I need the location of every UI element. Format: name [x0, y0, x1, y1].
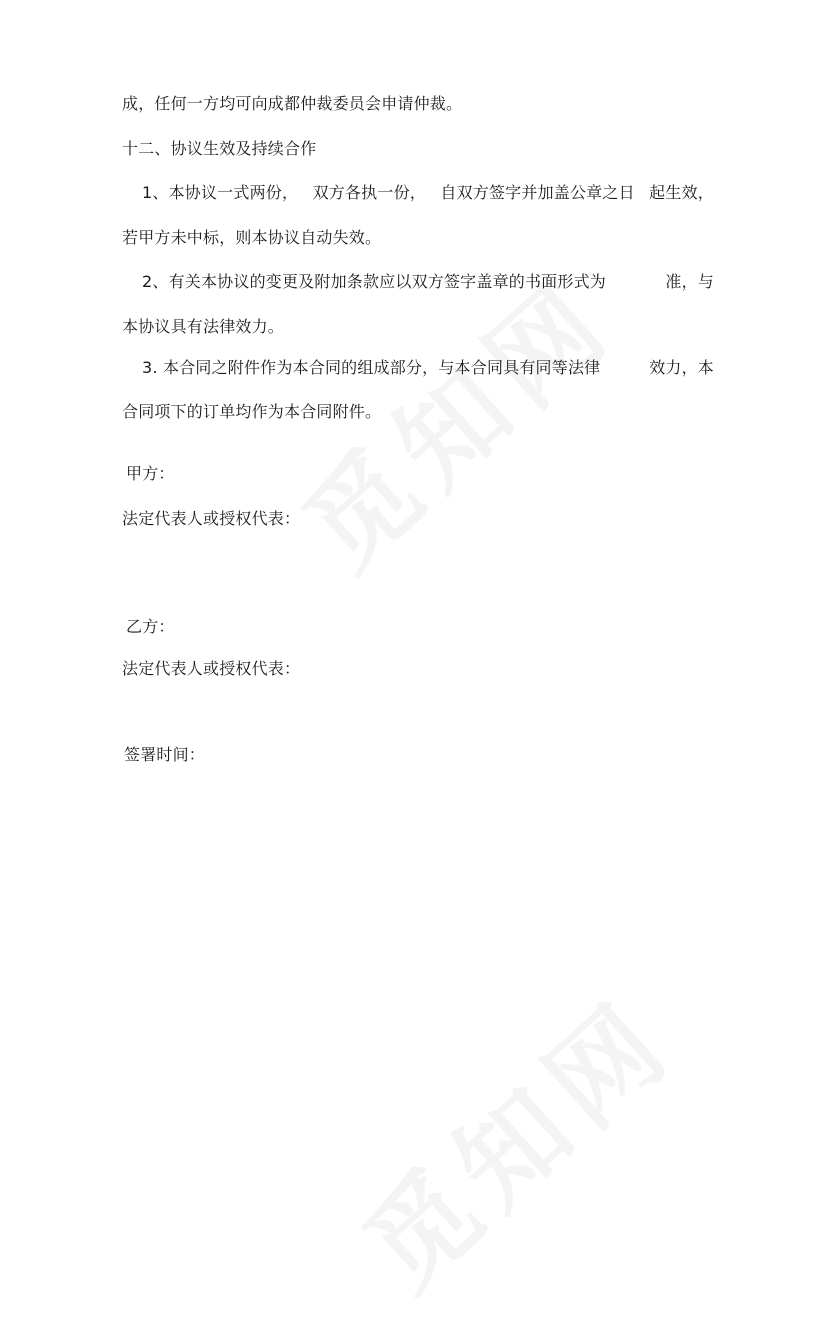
clause-1-text-d: 起生效，	[649, 183, 714, 202]
clause-1-text-b: 双方各执一份，	[312, 183, 426, 202]
clause-3-text-b: 效力，本	[649, 358, 714, 377]
clause-1-text-c: 自双方签字并加盖公章之日	[440, 183, 635, 202]
clause-1-text-a: 1、本协议一式两份，	[142, 183, 299, 202]
paragraph-arbitration-end: 成，任何一方均可向成都仲裁委员会申请仲裁。	[122, 94, 463, 113]
signing-time-label: 签署时间：	[124, 745, 206, 764]
clause-2-line-2: 本协议具有法律效力。	[122, 317, 285, 336]
party-a-label: 甲方：	[126, 464, 175, 483]
clause-3-line-2: 合同项下的订单均作为本合同附件。	[122, 402, 382, 421]
watermark-bottom	[325, 957, 701, 1317]
party-b-label: 乙方：	[126, 617, 175, 636]
section-heading: 十二、协议生效及持续合作	[122, 139, 317, 158]
clause-2-text-a: 2、有关本协议的变更及附加条款应以双方签字盖章的书面形式为	[142, 272, 606, 291]
clause-1-line-2: 若甲方未中标，则本协议自动失效。	[122, 228, 382, 247]
clause-1-line-1	[142, 183, 714, 203]
clause-2-text-b: 准，与	[665, 272, 714, 291]
clause-3-line-1	[142, 358, 714, 378]
clause-3-text-a: 3. 本合同之附件作为本合同的组成部分，与本合同具有同等法律	[142, 358, 601, 377]
clause-2-line-1	[142, 272, 714, 292]
party-a-representative-label: 法定代表人或授权代表：	[122, 509, 301, 528]
party-b-representative-label: 法定代表人或授权代表：	[122, 659, 301, 678]
